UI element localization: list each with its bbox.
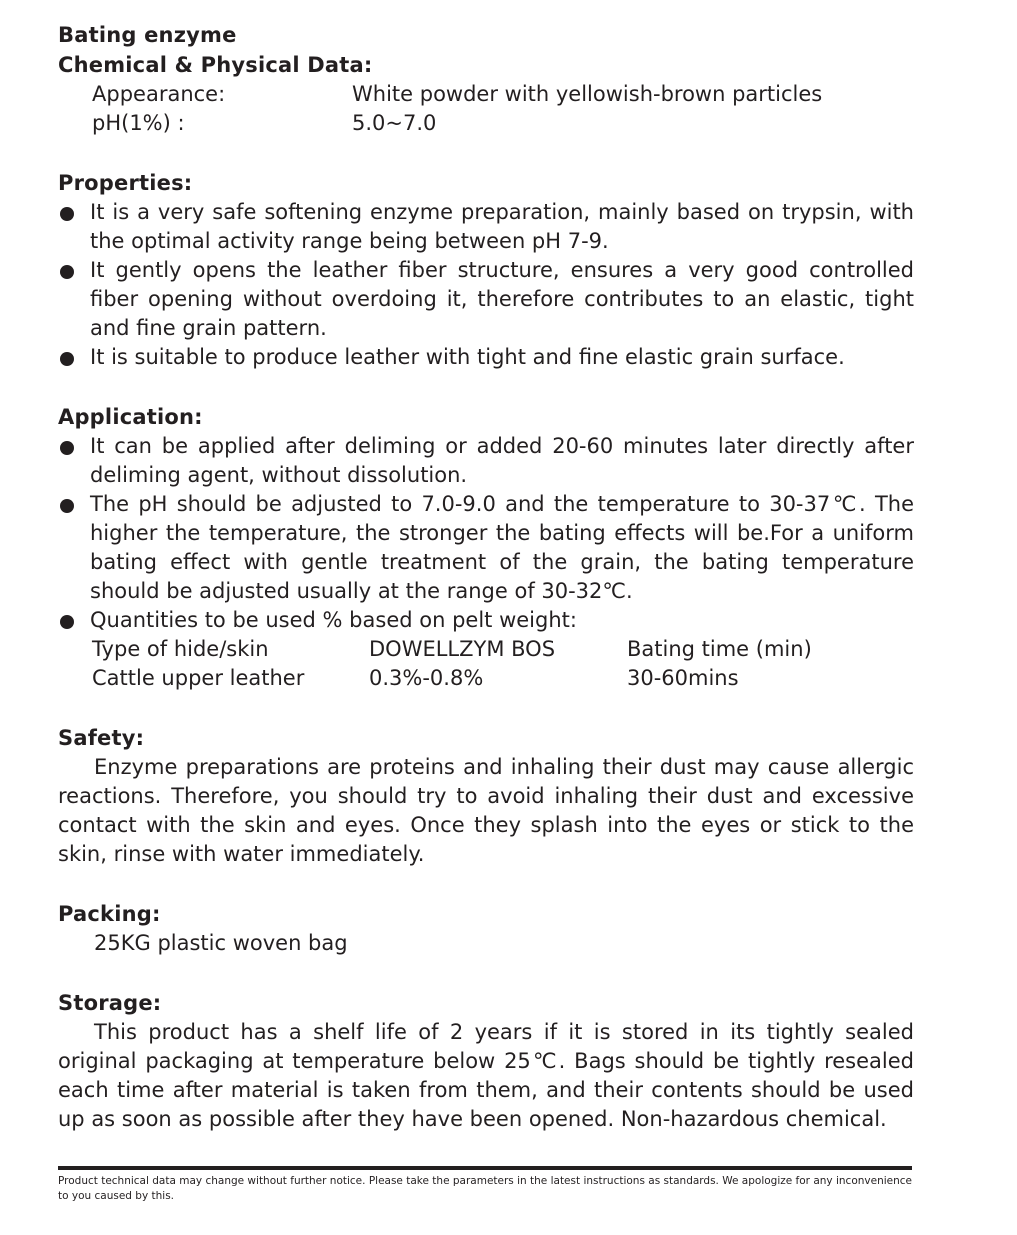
bullet-icon [60, 352, 74, 366]
bullet-icon [60, 441, 74, 455]
column-header-product: DOWELLZYM BOS [369, 637, 556, 661]
safety-text: Enzyme preparations are proteins and inhaling their dust may cause allergic reactions. Therefore, you should try to avoid inhaling their dust and excessive contact with the skin and eyes. Once they splash into the eyes or stick to the skin, rinse with water immediately. [58, 755, 914, 866]
properties-item-text: It is a very safe softening enzyme preparation, mainly based on trypsin, with the optimal activity range being between pH 7-9. [90, 200, 914, 253]
packing-section [58, 899, 914, 958]
list-item [58, 432, 914, 490]
application-item-text: The pH should be adjusted to 7.0-9.0 and the temperature to 30-37℃. The higher the temperature, the stronger the bating effects will be.For a uniform bating effect with gentle treatment of the grain, the bating temperature should be adjusted usually at the range of 30-32℃. [90, 492, 914, 603]
storage-section [58, 988, 914, 1134]
appearance-label: Appearance: [92, 82, 226, 106]
document-page [58, 20, 914, 1134]
safety-section [58, 723, 914, 869]
chem-phys-section [58, 50, 914, 138]
storage-heading: Storage: [58, 991, 162, 1015]
application-section [58, 402, 914, 693]
list-item [58, 343, 914, 372]
table-row [92, 664, 914, 693]
list-item [58, 606, 914, 635]
cell-hide-type: Cattle upper leather [92, 666, 305, 690]
application-item-text: It can be applied after deliming or added 20-60 minutes later directly after deliming agent, without dissolution. [90, 434, 914, 487]
list-item [58, 256, 914, 343]
packing-heading: Packing: [58, 902, 161, 926]
product-title: Bating enzyme [58, 23, 237, 47]
application-item-text: Quantities to be used % based on pelt weight: [90, 608, 577, 632]
quantity-table [58, 635, 914, 693]
properties-section [58, 168, 914, 372]
properties-heading: Properties: [58, 171, 193, 195]
properties-list [58, 198, 914, 372]
ph-label: pH(1%) : [92, 111, 185, 135]
properties-item-text: It gently opens the leather fiber structure, ensures a very good controlled fiber opening without overdoing it, therefore contributes to an elastic, tight and fine grain pattern. [90, 258, 914, 340]
footer-divider [58, 1166, 912, 1170]
packing-text: 25KG plastic woven bag [94, 931, 348, 955]
column-header-bating-time: Bating time (min) [627, 637, 812, 661]
chem-phys-heading: Chemical & Physical Data: [58, 53, 373, 77]
storage-text: This product has a shelf life of 2 years if it is stored in its tightly sealed original packaging at temperature below 25℃. Bags should be tightly resealed each time after material is taken from them, and their contents should be used up as soon as possible after they have been opened. Non-hazardous chemical. [58, 1020, 914, 1131]
quantity-table-header [92, 635, 914, 664]
chem-phys-row-appearance [58, 80, 914, 109]
safety-heading: Safety: [58, 726, 145, 750]
appearance-value: White powder with yellowish-brown particles [352, 82, 823, 106]
footer-disclaimer: Product technical data may change without further notice. Please take the parameters in the latest instructions as standards. We apologize for any inconvenience to you caused by this. [58, 1175, 912, 1202]
list-item [58, 490, 914, 606]
bullet-icon [60, 265, 74, 279]
cell-dosage: 0.3%-0.8% [369, 666, 484, 690]
application-list [58, 432, 914, 635]
bullet-icon [60, 499, 74, 513]
list-item [58, 198, 914, 256]
cell-bating-time: 30-60mins [627, 666, 739, 690]
bullet-icon [60, 207, 74, 221]
properties-item-text: It is suitable to produce leather with tight and fine elastic grain surface. [90, 345, 845, 369]
chem-phys-row-ph [58, 109, 914, 138]
application-heading: Application: [58, 405, 203, 429]
ph-value: 5.0~7.0 [352, 111, 437, 135]
bullet-icon [60, 615, 74, 629]
column-header-hide-type: Type of hide/skin [92, 637, 269, 661]
